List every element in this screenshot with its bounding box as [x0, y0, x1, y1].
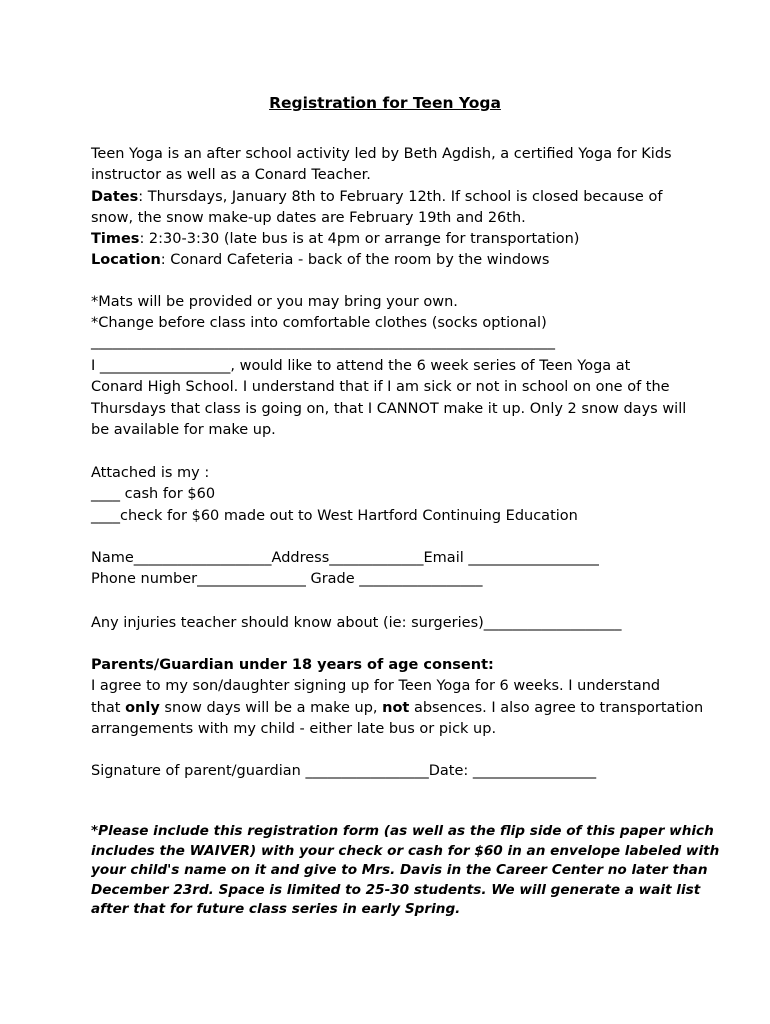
intro-line: Teen Yoga is an after school activity led by Beth Agdish, a certified Yoga for Kids: [91, 146, 672, 162]
footnote-line: after that for future class series in early Spring.: [91, 901, 461, 917]
times-text: : 2:30-3:30 (late bus is at 4pm or arrange for transportation): [139, 231, 580, 248]
dates-text: : Thursdays, January 8th to February 12th. If school is closed because of: [138, 188, 663, 205]
consent-heading: Parents/Guardian under 18 years of age consent:: [91, 657, 494, 673]
times-label: Times: [91, 231, 140, 248]
consent-only-emphasis: only: [125, 699, 160, 716]
consent-not-emphasis: not: [382, 699, 410, 716]
dates-label: Dates: [91, 188, 139, 205]
location-line: [91, 250, 691, 271]
agreement-line: Thursdays that class is going on, that I CANNOT make it up. Only 2 snow days will: [91, 400, 687, 417]
consent-line: I agree to my son/daughter signing up for Teen Yoga for 6 weeks. I understand: [91, 678, 661, 695]
footnote-line: your child's name on it and give to Mrs. Davis in the Career Center no later than: [91, 862, 708, 878]
consent-text: absences. I also agree to transportation: [409, 699, 704, 716]
agreement-line: Conard High School. I understand that if I am sick or not in school on one of the: [91, 379, 670, 396]
contact-fields: [91, 548, 691, 591]
location-text: : Conard Cafeteria - back of the room by the windows: [160, 252, 550, 269]
consent-text: snow days will be a make up,: [159, 699, 383, 716]
payment-check-field[interactable]: ____check for $60 made out to West Hartford Continuing Education: [91, 507, 578, 524]
phone-grade-fields[interactable]: Phone number_______________ Grade _________________: [91, 571, 483, 588]
location-label: Location: [91, 252, 161, 269]
note-clothes: *Change before class into comfortable clothes (socks optional): [91, 315, 547, 332]
signature-section: [91, 761, 691, 782]
footnote-line: includes the WAIVER) with your check or cash for $60 in an envelope labeled with: [91, 842, 720, 859]
notes-section: [91, 292, 691, 349]
consent-text: that: [91, 699, 126, 716]
note-mats: *Mats will be provided or you may bring your own.: [91, 294, 458, 310]
agreement-line: I __________________, would like to attend the 6 week series of Teen Yoga at: [91, 358, 631, 374]
payment-section: [91, 463, 691, 527]
consent-section: [91, 655, 704, 740]
agreement-section: [91, 356, 691, 441]
separator-line: ________________________________________________________________: [91, 333, 555, 350]
footnote-line: *Please include this registration form (as well as the flip side of this paper which: [91, 823, 714, 839]
injuries-section: [91, 613, 691, 634]
consent-line: arrangements with my child - either late bus or pick up.: [91, 720, 497, 737]
intro-line: instructor as well as a Conard Teacher.: [91, 167, 371, 184]
payment-heading: Attached is my :: [91, 465, 210, 481]
info-section: [91, 144, 691, 272]
dates-line-2: snow, the snow make-up dates are February 19th and 26th.: [91, 209, 526, 226]
name-address-email-fields[interactable]: Name___________________Address_____________Email __________________: [91, 550, 599, 566]
times-line: [91, 229, 691, 250]
footnote: [91, 822, 720, 920]
agreement-line: be available for make up.: [91, 421, 276, 438]
injuries-field[interactable]: Any injuries teacher should know about (ie: surgeries)___________________: [91, 615, 622, 631]
dates-line: [91, 187, 691, 208]
consent-line: [91, 698, 704, 719]
payment-cash-field[interactable]: ____ cash for $60: [91, 486, 216, 503]
footnote-line: December 23rd. Space is limited to 25-30 students. We will generate a wait list: [91, 881, 701, 898]
page-title: Registration for Teen Yoga: [269, 94, 501, 112]
signature-date-field[interactable]: Signature of parent/guardian _________________Date: _________________: [91, 763, 597, 779]
